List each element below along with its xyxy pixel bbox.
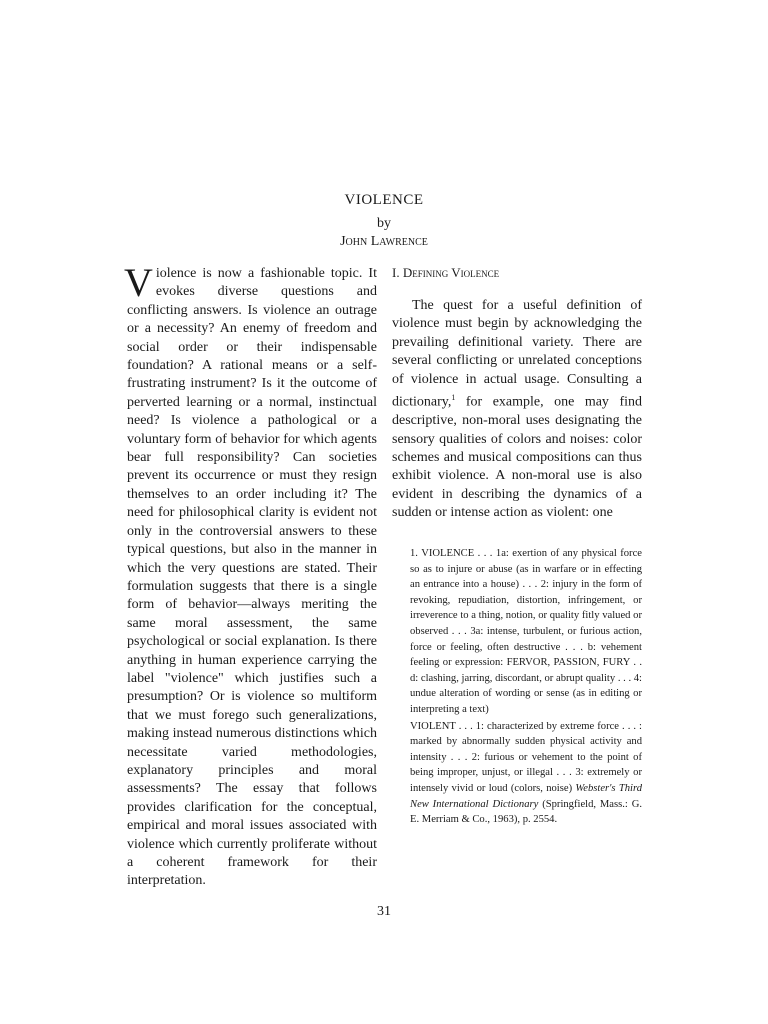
footnote-entry-violence: 1. VIOLENCE . . . 1a: exertion of any physical force so as to injure or abuse (as in warfare or in effecting an entrance into a house) . . . 2: injury in the form of revoking, repudiation, distortion, infringement, or irreverence to a thing, notion, or quality fitly valued or observed . . . 3a: intense, turbulent, or furious action, force or feeling, often destructive . . . b: vehement feeling or expression: FERVOR, PASSION, FURY . . d: clashing, jarring, discordant, or abrupt quality . . . 4: undue alteration of wording or sense (as in editing or interpreting a text) [410, 548, 642, 715]
page-number: 31 [377, 904, 391, 919]
author-name: John Lawrence [340, 234, 428, 249]
intro-paragraph [124, 260, 377, 891]
section-heading: I. Defining Violence [392, 265, 500, 280]
right-column [392, 265, 642, 523]
footnote-entry-violent [410, 719, 642, 828]
paragraph-text-1: The quest for a useful definition of violence must begin by acknowledging the prevailing definitional variety. There are several conflicting or unrelated conceptions of violence in actual usage. Consulting a dictionary, [392, 298, 642, 410]
intro-text: iolence is now a fashionable topic. It evokes diverse questions and conflicting answers. Is violence an outrage or a necessity? An enemy of freedom and social order or their indispensable foundation? A rational means or a self-frustrating instrument? Is it the outcome of perverted learning or a normal, instinctual need? Is violence a pathological or a voluntary form of behavior for which agents bear full responsibility? Can societies prevent its occurrence or must they resign themselves to an order including it? The need for philosophical clarity is evident not only in the controversial answers to these typical questions, but also in the manner in which the very questions are stated. Their formulation suggests that there is a single form of behavior—always meriting the same moral assessment, the same psychological or social explanation. Is there anything in human experience carrying the label "violence" which justifies such a presumption? Or is violence so multiform that we must forego such generalizations, making instead numerous distinctions which necessitate varied methodologies, explanatory principles and moral assessments? The essay that follows provides clarification for the conceptual, empirical and moral issues associated with violence which currently proliferate without a coherent framework for their interpretation. [127, 266, 377, 889]
footnote [410, 546, 642, 828]
byline-by: by [377, 216, 391, 231]
drop-cap: V [124, 260, 153, 305]
footnote-citation-details: (Springfield, Mass.: G. E. Merriam & Co., 1963), p. 2554. [410, 798, 642, 826]
section-paragraph [392, 297, 642, 523]
footnote-citation-title: Webster's Third New International Dictionary [410, 782, 642, 810]
footnote-entry-violent-text: VIOLENT . . . 1: characterized by extreme force . . . : marked by abnormally sudden physical activity and intensity . . . 2: furious or vehement to the point of being improper, unjust, or illegal . . . 3: extremely or intensely vivid or loud (colors, noise) [410, 720, 642, 794]
left-column [124, 260, 377, 891]
paragraph-text-2: for example, one may find descriptive, non-moral uses designating the sensory qualities of colors and noises: color schemes and musical compositions can thus exhibit violence. A non-moral use is also evident in describing the dynamics of a sudden or intense action as violent: one [392, 394, 642, 521]
article-title: VIOLENCE [344, 192, 424, 208]
footnote-marker: 1 [451, 393, 456, 403]
